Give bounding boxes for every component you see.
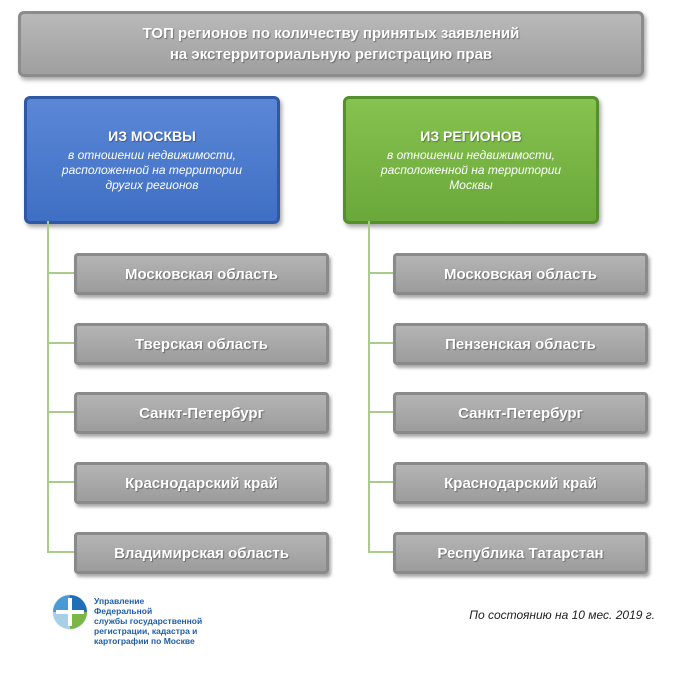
left-connector-branch xyxy=(47,342,75,344)
right-connector-branch xyxy=(368,481,394,483)
right-connector-branch xyxy=(368,551,394,553)
subtitle-line: Москвы xyxy=(449,177,493,192)
rosreestr-logo-icon xyxy=(52,594,88,630)
from-moscow-subtitle xyxy=(50,148,254,193)
org-line: картографии по Москве xyxy=(94,636,195,646)
right-region-item: Республика Татарстан xyxy=(393,532,648,574)
right-region-item: Санкт-Петербург xyxy=(393,392,648,434)
title-line-2: на экстерриториальную регистрацию прав xyxy=(169,46,493,63)
right-region-item: Пензенская область xyxy=(393,323,648,365)
subtitle-line: в отношении недвижимости, xyxy=(386,147,555,162)
left-region-item: Тверская область xyxy=(74,323,329,365)
left-connector-line xyxy=(47,221,49,553)
subtitle-line: расположенной на территории xyxy=(61,162,243,177)
status-date-note: По состоянию на 10 мес. 2019 г. xyxy=(469,608,655,622)
right-connector-branch xyxy=(368,411,394,413)
from-regions-header xyxy=(343,96,599,224)
org-line: Управление Федеральной xyxy=(94,596,153,616)
right-connector-branch xyxy=(368,342,394,344)
right-region-item: Краснодарский край xyxy=(393,462,648,504)
subtitle-line: в отношении недвижимости, xyxy=(67,147,236,162)
org-line: службы государственной xyxy=(94,616,203,626)
left-region-item: Краснодарский край xyxy=(74,462,329,504)
left-connector-branch xyxy=(47,481,75,483)
left-connector-branch xyxy=(47,272,75,274)
left-region-item: Санкт-Петербург xyxy=(74,392,329,434)
left-region-item: Владимирская область xyxy=(74,532,329,574)
left-region-item: Московская область xyxy=(74,253,329,295)
org-line: регистрации, кадастра и xyxy=(94,626,198,636)
title-line-1: ТОП регионов по количеству принятых заявлений xyxy=(142,25,520,42)
left-connector-branch xyxy=(47,551,75,553)
organization-name xyxy=(94,596,204,646)
subtitle-line: других регионов xyxy=(105,177,199,192)
from-regions-heading: ИЗ РЕГИОНОВ xyxy=(420,127,522,144)
right-connector-branch xyxy=(368,272,394,274)
from-moscow-header xyxy=(24,96,280,224)
right-region-item: Московская область xyxy=(393,253,648,295)
from-regions-subtitle xyxy=(369,148,573,193)
from-moscow-heading: ИЗ МОСКВЫ xyxy=(108,127,196,144)
diagram-title xyxy=(18,11,644,77)
right-connector-line xyxy=(368,221,370,553)
subtitle-line: расположенной на территории xyxy=(380,162,562,177)
left-connector-branch xyxy=(47,411,75,413)
